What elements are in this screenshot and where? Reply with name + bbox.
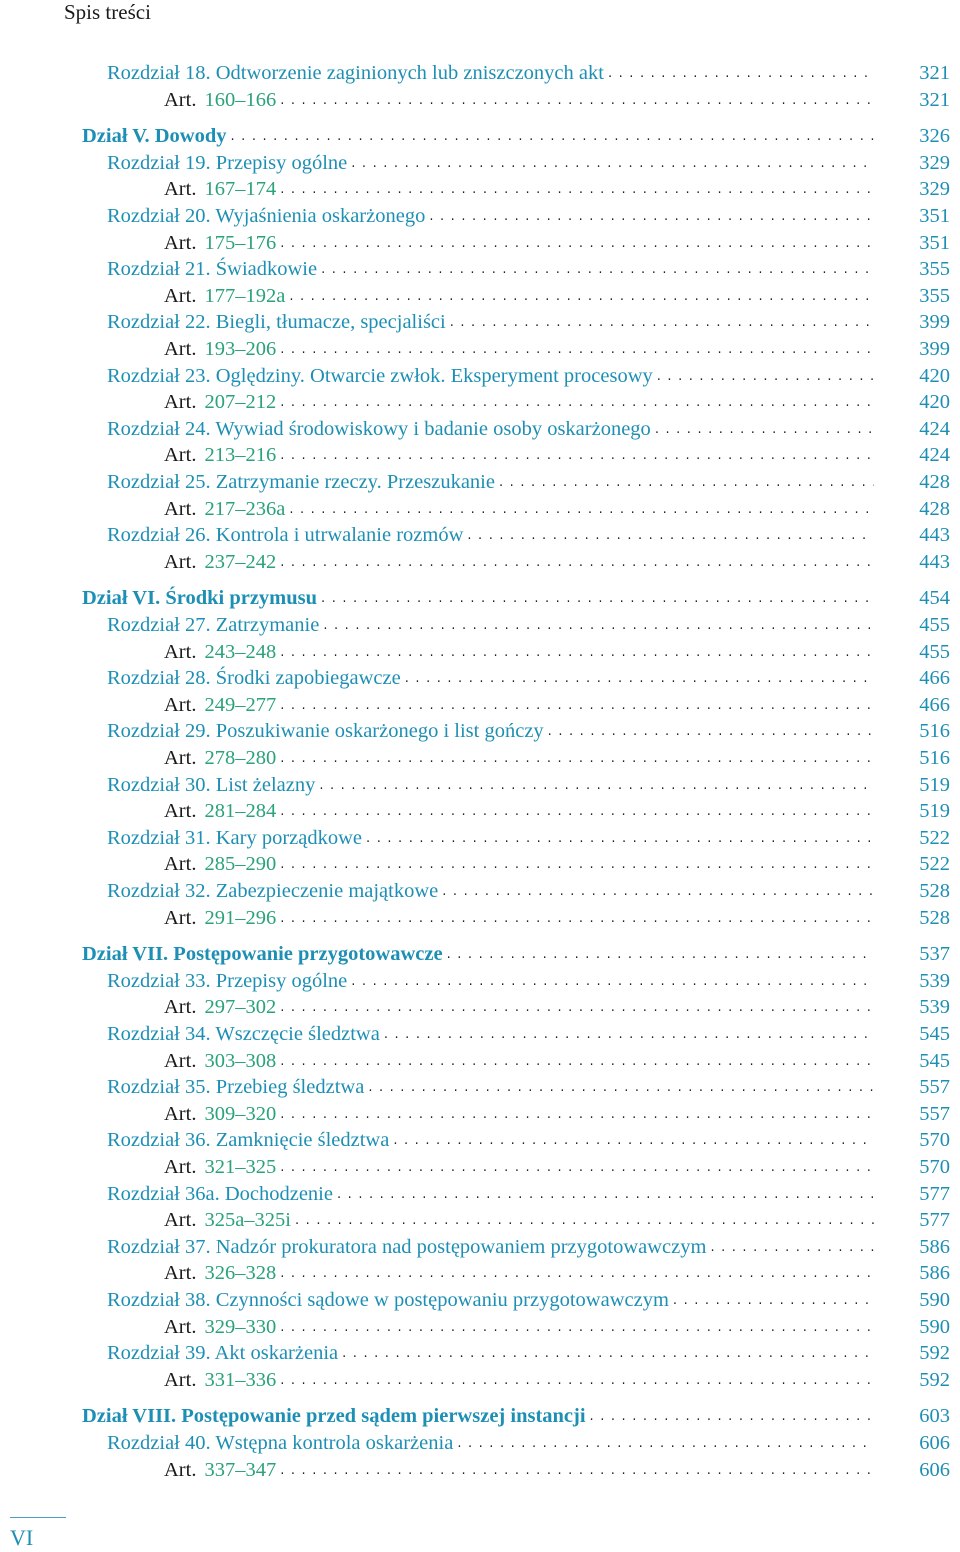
toc-articles[interactable] — [164, 87, 950, 114]
toc-chapter[interactable] — [107, 718, 950, 745]
toc-art-range[interactable]: 303–308 — [204, 1049, 277, 1072]
toc-art-label: Art. — [164, 1156, 197, 1178]
toc-articles[interactable] — [164, 639, 950, 666]
dot-leader — [280, 336, 874, 363]
toc-chapter[interactable] — [107, 309, 950, 336]
dot-leader — [429, 203, 874, 230]
toc-chapter[interactable] — [107, 469, 950, 496]
toc-page-number[interactable]: 539 — [919, 996, 950, 1019]
toc-articles[interactable] — [164, 1260, 950, 1287]
toc-page-number[interactable]: 519 — [919, 773, 950, 796]
toc-chapter-title: Rozdział 39. Akt oskarżenia — [107, 1342, 339, 1365]
toc-articles[interactable] — [164, 283, 950, 310]
toc-page-number[interactable]: 537 — [919, 943, 950, 966]
toc-chapter[interactable] — [107, 1287, 950, 1314]
toc-art-range[interactable]: 297–302 — [204, 996, 277, 1019]
toc-chapter-title: Rozdział 40. Wstępna kontrola oskarżenia — [107, 1432, 454, 1454]
toc-art-range[interactable]: 281–284 — [204, 800, 277, 823]
dot-leader — [384, 1021, 874, 1048]
dot-leader — [673, 1287, 874, 1314]
toc-art-range[interactable]: 285–290 — [204, 853, 277, 876]
toc-art-label: Art. — [164, 1315, 197, 1338]
dot-leader — [590, 1403, 874, 1430]
toc-page-number[interactable]: 321 — [919, 88, 950, 111]
toc-chapter-title: Rozdział 30. List żelazny — [107, 773, 316, 796]
page-number: VI — [10, 1525, 34, 1550]
toc-chapter-title: Rozdział 36. Zamknięcie śledztwa — [107, 1129, 390, 1152]
toc-chapter[interactable] — [107, 1021, 950, 1048]
toc-art-label: Art. — [164, 1209, 197, 1232]
toc-page-number[interactable]: 466 — [919, 693, 950, 716]
toc-chapter[interactable] — [107, 1181, 950, 1208]
dot-leader — [280, 176, 874, 203]
toc-chapter-title: Rozdział 36a. Dochodzenie — [107, 1182, 333, 1205]
toc-page-number[interactable]: 592 — [919, 1342, 950, 1365]
toc-articles[interactable] — [164, 798, 950, 825]
toc-art-label: Art. — [164, 231, 197, 254]
toc-page-number[interactable]: 557 — [919, 1102, 950, 1125]
toc-page-number[interactable]: 428 — [919, 497, 950, 520]
toc-art-label: Art. — [164, 88, 197, 111]
dot-leader — [280, 549, 874, 576]
dot-leader — [319, 772, 874, 799]
toc-articles[interactable] — [164, 1367, 950, 1394]
toc-page-number[interactable]: 603 — [919, 1405, 950, 1428]
toc-art-range[interactable]: 278–280 — [204, 747, 277, 769]
toc-page-number[interactable]: 528 — [919, 906, 950, 929]
toc-page-number[interactable]: 606 — [919, 1432, 950, 1454]
toc-section[interactable] — [82, 123, 950, 150]
toc-art-label: Art. — [164, 444, 197, 467]
toc-page-number[interactable]: 606 — [919, 1458, 950, 1481]
dot-leader — [280, 442, 874, 469]
dot-leader — [280, 87, 874, 114]
toc-art-label: Art. — [164, 1102, 197, 1125]
toc-art-range[interactable]: 243–248 — [204, 640, 277, 663]
toc-art-label: Art. — [164, 640, 197, 663]
toc-articles[interactable] — [164, 389, 950, 416]
toc-chapter-title: Rozdział 38. Czynności sądowe w postępowaniu przygotowawczym — [107, 1289, 669, 1311]
toc-articles[interactable] — [164, 994, 950, 1021]
dot-leader — [280, 798, 874, 825]
dot-leader — [321, 256, 874, 283]
toc-chapter-title: Rozdział 22. Biegli, tłumacze, specjaliści — [107, 311, 446, 334]
toc-page-number[interactable]: 443 — [919, 550, 950, 573]
dot-leader — [657, 363, 874, 390]
toc-art-label: Art. — [164, 853, 197, 876]
toc-articles[interactable] — [164, 442, 950, 469]
toc-art-range[interactable]: 175–176 — [204, 231, 277, 254]
toc-chapter[interactable] — [107, 150, 950, 177]
toc-chapter[interactable] — [107, 363, 950, 390]
toc-page-number[interactable]: 545 — [919, 1023, 950, 1045]
toc-chapter[interactable] — [107, 968, 950, 995]
toc-chapter[interactable] — [107, 1074, 950, 1101]
toc-articles[interactable] — [164, 496, 950, 523]
toc-art-label: Art. — [164, 1368, 197, 1391]
toc-chapter[interactable] — [107, 1234, 950, 1261]
toc-page-number[interactable]: 443 — [919, 524, 950, 547]
dot-leader — [368, 1074, 874, 1101]
dot-leader — [457, 1430, 874, 1457]
toc-chapter[interactable] — [107, 612, 950, 639]
dot-leader — [342, 1340, 874, 1367]
toc-page-number[interactable]: 570 — [919, 1129, 950, 1152]
dot-leader — [289, 496, 874, 523]
dot-leader — [280, 851, 874, 878]
toc-page-number[interactable]: 355 — [919, 284, 950, 307]
toc-art-label: Art. — [164, 338, 197, 360]
toc-chapter[interactable] — [107, 772, 950, 799]
toc-page-number[interactable]: 351 — [919, 205, 950, 227]
toc-chapter-title: Rozdział 26. Kontrola i utrwalanie rozmów — [107, 524, 464, 547]
toc-page-number[interactable]: 522 — [919, 853, 950, 876]
toc-page-number[interactable]: 420 — [919, 391, 950, 414]
toc-section[interactable] — [82, 941, 950, 968]
dot-leader — [280, 230, 874, 257]
toc-art-label: Art. — [164, 1458, 197, 1481]
toc-chapter-title: Rozdział 29. Poszukiwanie oskarżonego i list gończy — [107, 720, 544, 743]
dot-leader — [280, 1367, 874, 1394]
toc-page-number[interactable]: 351 — [919, 231, 950, 254]
toc-page-number[interactable]: 420 — [919, 364, 950, 387]
toc-page-number[interactable]: 570 — [919, 1156, 950, 1178]
dot-leader — [280, 692, 874, 719]
toc-page-number[interactable]: 399 — [919, 338, 950, 360]
toc-art-range[interactable]: 291–296 — [204, 906, 277, 929]
toc-articles[interactable] — [164, 1101, 950, 1128]
dot-leader — [280, 1101, 874, 1128]
toc-articles[interactable] — [164, 336, 950, 363]
dot-leader — [405, 665, 874, 692]
dot-leader — [280, 1154, 874, 1181]
toc-page-number[interactable]: 355 — [919, 258, 950, 281]
toc-chapter[interactable] — [107, 522, 950, 549]
toc-page-number[interactable]: 590 — [919, 1315, 950, 1338]
toc-section-title: Dział VIII. Postępowanie przed sądem pierwszej instancji — [82, 1405, 586, 1428]
toc-page-number[interactable]: 455 — [919, 614, 950, 636]
toc-art-range[interactable]: 207–212 — [204, 391, 277, 414]
toc-chapter-title: Rozdział 18. Odtworzenie zaginionych lub zniszczonych akt — [107, 62, 604, 84]
folio-rule — [10, 1517, 66, 1518]
toc-page-number[interactable]: 424 — [919, 417, 950, 440]
dot-leader — [280, 1457, 874, 1484]
toc-articles[interactable] — [164, 851, 950, 878]
dot-leader — [280, 905, 874, 932]
dot-leader — [321, 585, 874, 612]
toc-art-label: Art. — [164, 693, 197, 716]
dot-leader — [230, 123, 874, 150]
dot-leader — [280, 745, 874, 772]
toc-chapter-title: Rozdział 24. Wywiad środowiskowy i badanie osoby oskarżonego — [107, 417, 651, 440]
toc-page-number[interactable]: 577 — [919, 1209, 950, 1232]
toc-art-range[interactable]: 329–330 — [204, 1315, 277, 1338]
toc-articles[interactable] — [164, 745, 950, 772]
dot-leader — [280, 1048, 874, 1075]
toc-page-number[interactable]: 528 — [919, 880, 950, 902]
toc-section[interactable] — [82, 1403, 950, 1430]
toc-chapter-title: Rozdział 27. Zatrzymanie — [107, 614, 320, 636]
toc-art-range[interactable]: 337–347 — [204, 1458, 277, 1481]
dot-leader — [351, 968, 874, 995]
toc-chapter-title: Rozdział 20. Wyjaśnienia oskarżonego — [107, 205, 426, 227]
dot-leader — [280, 994, 874, 1021]
toc-page-number[interactable]: 428 — [919, 471, 950, 493]
toc-page-number[interactable]: 516 — [919, 720, 950, 743]
toc-chapter-title: Rozdział 25. Zatrzymanie rzeczy. Przeszukanie — [107, 471, 495, 493]
toc-chapter-title: Rozdział 34. Wszczęcie śledztwa — [107, 1023, 380, 1045]
toc-chapter[interactable] — [107, 203, 950, 230]
toc-art-label: Art. — [164, 284, 197, 307]
toc-art-range[interactable]: 331–336 — [204, 1368, 277, 1391]
toc-art-label: Art. — [164, 996, 197, 1019]
toc-art-label: Art. — [164, 391, 197, 414]
dot-leader — [450, 309, 874, 336]
toc-art-range[interactable]: 249–277 — [204, 693, 277, 716]
toc-chapter[interactable] — [107, 665, 950, 692]
toc-page-number[interactable]: 539 — [919, 969, 950, 992]
toc-art-range[interactable]: 177–192a — [204, 284, 286, 307]
toc-articles[interactable] — [164, 1314, 950, 1341]
toc-page-number[interactable]: 399 — [919, 311, 950, 334]
toc-chapter-title: Rozdział 31. Kary porządkowe — [107, 826, 363, 849]
toc-articles[interactable] — [164, 176, 950, 203]
toc-art-range[interactable]: 217–236a — [204, 497, 286, 520]
dot-leader — [337, 1181, 874, 1208]
toc-articles[interactable] — [164, 1457, 950, 1484]
toc-page-number[interactable]: 545 — [919, 1049, 950, 1072]
dot-leader — [442, 878, 874, 905]
dot-leader — [295, 1207, 874, 1234]
dot-leader — [280, 1260, 874, 1287]
toc-page-number[interactable]: 455 — [919, 640, 950, 663]
toc-page-number[interactable]: 454 — [919, 587, 950, 610]
toc-art-range[interactable]: 213–216 — [204, 444, 277, 467]
toc-art-label: Art. — [164, 800, 197, 823]
toc-chapter[interactable] — [107, 878, 950, 905]
toc-chapter[interactable] — [107, 1340, 950, 1367]
toc-art-label: Art. — [164, 906, 197, 929]
dot-leader — [447, 941, 874, 968]
toc-chapter[interactable] — [107, 825, 950, 852]
toc-page-number[interactable]: 592 — [919, 1368, 950, 1391]
toc-art-range[interactable]: 309–320 — [204, 1102, 277, 1125]
dot-leader — [467, 522, 874, 549]
toc-chapter-title: Rozdział 35. Przebieg śledztwa — [107, 1076, 365, 1099]
toc-articles[interactable] — [164, 692, 950, 719]
toc-page-number[interactable]: 590 — [919, 1289, 950, 1311]
toc-page-number[interactable]: 329 — [919, 151, 950, 174]
dot-leader — [351, 150, 874, 177]
toc-chapter-title: Rozdział 19. Przepisy ogólne — [107, 151, 348, 174]
toc-section[interactable] — [82, 585, 950, 612]
toc-section-title: Dział VI. Środki przymusu — [82, 587, 318, 610]
toc-chapter[interactable] — [107, 1127, 950, 1154]
toc-chapter-title: Rozdział 28. Środki zapobiegawcze — [107, 667, 401, 690]
toc-chapter[interactable] — [107, 416, 950, 443]
toc-art-label: Art. — [164, 747, 197, 769]
toc-articles[interactable] — [164, 1154, 950, 1181]
dot-leader — [499, 469, 874, 496]
toc-section-title: Dział VII. Postępowanie przygotowawcze — [82, 943, 443, 966]
toc-art-range[interactable]: 326–328 — [204, 1262, 277, 1285]
toc-art-range[interactable]: 325a–325i — [204, 1209, 291, 1232]
toc-chapter-title: Rozdział 33. Przepisy ogólne — [107, 969, 348, 992]
toc-articles[interactable] — [164, 549, 950, 576]
toc-page-number[interactable]: 519 — [919, 800, 950, 823]
toc-page-number[interactable]: 577 — [919, 1182, 950, 1205]
toc-chapter[interactable] — [107, 1430, 950, 1457]
dot-leader — [710, 1234, 874, 1261]
dot-leader — [393, 1127, 874, 1154]
toc-art-label: Art. — [164, 1049, 197, 1072]
dot-leader — [280, 1314, 874, 1341]
toc-articles[interactable] — [164, 905, 950, 932]
toc-chapter[interactable] — [107, 60, 950, 87]
toc-art-range[interactable]: 193–206 — [204, 338, 277, 360]
toc-page-number[interactable]: 557 — [919, 1076, 950, 1099]
toc-page-number[interactable]: 586 — [919, 1262, 950, 1285]
dot-leader — [289, 283, 874, 310]
toc-section-title: Dział V. Dowody — [82, 125, 227, 148]
toc-chapter-title: Rozdział 32. Zabezpieczenie majątkowe — [107, 880, 439, 902]
toc-art-label: Art. — [164, 1262, 197, 1285]
dot-leader — [548, 718, 874, 745]
dot-leader — [366, 825, 874, 852]
toc-art-range[interactable]: 160–166 — [204, 88, 277, 111]
dot-leader — [608, 60, 874, 87]
toc-articles[interactable] — [164, 230, 950, 257]
toc-chapter-title: Rozdział 23. Oględziny. Otwarcie zwłok. Eksperyment procesowy — [107, 364, 653, 387]
toc-articles[interactable] — [164, 1207, 950, 1234]
toc-page-number[interactable]: 586 — [919, 1235, 950, 1258]
toc-art-label: Art. — [164, 178, 197, 201]
toc-art-range[interactable]: 167–174 — [204, 178, 277, 201]
toc-chapter[interactable] — [107, 256, 950, 283]
toc-art-label: Art. — [164, 497, 197, 520]
toc-chapter-title: Rozdział 21. Świadkowie — [107, 258, 318, 281]
toc-chapter-title: Rozdział 37. Nadzór prokuratora nad postępowaniem przygotowawczym — [107, 1235, 707, 1258]
toc-art-range[interactable]: 321–325 — [204, 1156, 277, 1178]
dot-leader — [280, 639, 874, 666]
running-head: Spis treści — [64, 0, 151, 24]
dot-leader — [323, 612, 874, 639]
dot-leader — [280, 389, 874, 416]
toc-page-number[interactable]: 424 — [919, 444, 950, 467]
toc-page-number[interactable]: 321 — [919, 62, 950, 84]
dot-leader — [655, 416, 874, 443]
toc-page-number[interactable]: 516 — [919, 747, 950, 769]
toc-page-number[interactable]: 326 — [919, 125, 950, 148]
toc-page-number[interactable]: 466 — [919, 667, 950, 690]
toc-page-number[interactable]: 522 — [919, 826, 950, 849]
toc-page-number[interactable]: 329 — [919, 178, 950, 201]
toc-art-range[interactable]: 237–242 — [204, 550, 277, 573]
toc-art-label: Art. — [164, 550, 197, 573]
toc-articles[interactable] — [164, 1048, 950, 1075]
